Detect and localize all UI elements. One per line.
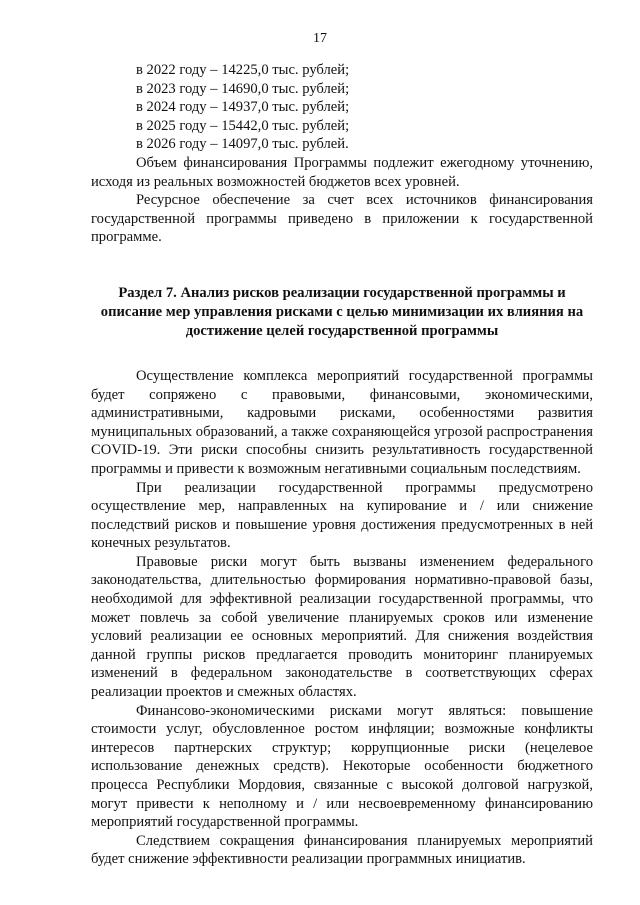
page-content (91, 61, 593, 869)
paragraph: Осуществление комплекса мероприятий государственной программы будет сопряжено с правовыми, финансовыми, экономическими, административными, кадровыми рисками, особенностями развития муниципальных образований, а также сохраняющейся угрозой распространения COVID-19. Эти риски способны снизить результативность государственной программы и привести к возможным негативными социальным последствиям. (91, 367, 593, 477)
page-number: 17 (313, 31, 327, 46)
funding-year-list (91, 61, 593, 154)
funding-year-line: в 2024 году – 14937,0 тыс. рублей; (136, 99, 350, 116)
funding-year-line: в 2025 году – 15442,0 тыс. рублей; (136, 117, 350, 134)
paragraph: Следствием сокращения финансирования планируемых мероприятий будет снижение эффективности реализации программных инициатив. (91, 832, 593, 868)
paragraph: При реализации государственной программы предусмотрено осуществление мер, направленных на купирование и / или снижение последствий рисков и повышение уровня достижения предусмотренных в ней конечных результатов. (91, 479, 593, 552)
funding-year-line: в 2022 году – 14225,0 тыс. рублей; (136, 62, 350, 78)
paragraph: Финансово-экономическими рисками могут являться: повышение стоимости услуг, обусловленное ростом инфляции; возможные конфликты интересов партнерских структур; коррупционные риски (нецелевое использование денежных средств). Некоторые особенности бюджетного процесса Республики Мордовия, связанные с высокой долговой нагрузкой, могут привести к неполному и / или несвоевременному финансированию мероприятий государственной программы. (91, 702, 593, 831)
funding-year-line: в 2026 году – 14097,0 тыс. рублей. (136, 136, 349, 153)
funding-year-line: в 2023 году – 14690,0 тыс. рублей; (136, 80, 350, 97)
section-heading: Раздел 7. Анализ рисков реализации государственной программы и описание мер управления рисками с целью минимизации их влияния на достижение целей государственной программы (100, 284, 584, 339)
paragraph: Правовые риски могут быть вызваны изменением федерального законодательства, длительностью формирования нормативно-правовой базы, необходимой для эффективной реализации государственной программы, что может повлечь за собой увеличение планируемых сроков или изменение условий реализации ее основных мероприятий. Для снижения воздействия данной группы рисков предлагается проводить мониторинг планируемых изменений в федеральном законодательстве в соответствующих сферах реализации проектов и смежных областях. (91, 553, 593, 701)
paragraph: Ресурсное обеспечение за счет всех источников финансирования государственной программы приведено в приложении к государственной программе. (91, 192, 593, 246)
paragraph: Объем финансирования Программы подлежит ежегодному уточнению, исходя из реальных возможностей бюджетов всех уровней. (91, 154, 593, 190)
